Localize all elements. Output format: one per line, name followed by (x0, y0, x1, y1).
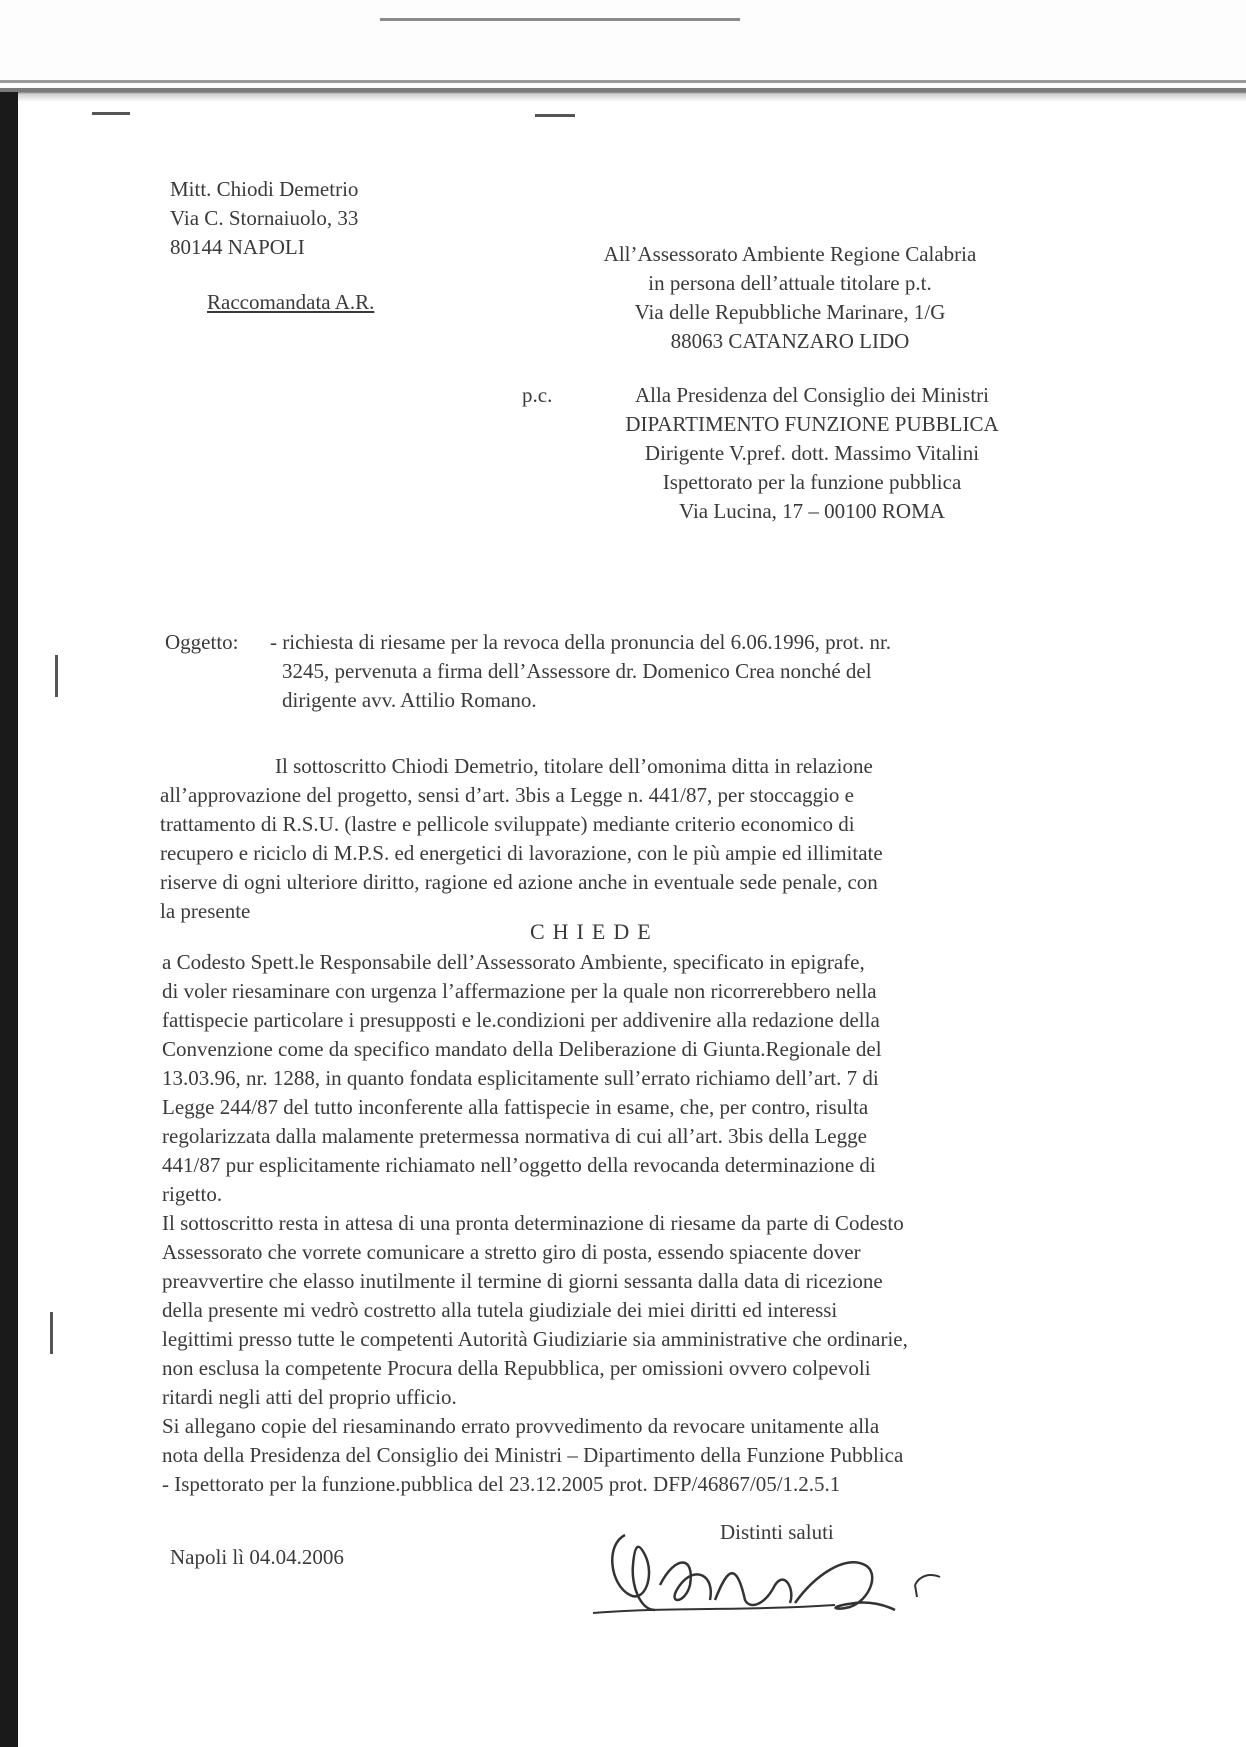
body-line: Legge 244/87 del tutto inconferente alla fattispecie in esame, che, per contro, risulta (162, 1095, 869, 1119)
body-line: non esclusa la competente Procura della Repubblica, per omissioni ovvero colpevoli (162, 1356, 871, 1380)
body-line: recupero e riciclo di M.P.S. ed energetici di lavorazione, con le più ampie ed illimitate (160, 841, 883, 865)
punch-mark (92, 112, 130, 115)
handwritten-signature-icon (585, 1515, 985, 1625)
sender-line: Via C. Stornaiuolo, 33 (170, 206, 359, 230)
cc-address (522, 381, 1052, 526)
place-date: Napoli lì 04.04.2006 (170, 1545, 344, 1569)
recipient-address (560, 240, 1020, 356)
recipient-line: 88063 CATANZARO LIDO (670, 329, 910, 353)
subject-block (165, 628, 1045, 715)
scan-artifact-line (0, 80, 1246, 83)
page-top-edge (0, 88, 1246, 102)
registered-mail-label: Raccomandata A.R. (207, 290, 375, 314)
cc-line: Via Lucina, 17 – 00100 ROMA (679, 499, 945, 523)
scan-background (0, 0, 1246, 92)
cc-line: Dirigente V.pref. dott. Massimo Vitalini (644, 441, 980, 465)
page-left-edge (0, 92, 18, 1747)
body-line: a Codesto Spett.le Responsabile dell’Assessorato Ambiente, specificato in epigrafe, (162, 950, 865, 974)
subject-line: 3245, pervenuta a firma dell’Assessore dr. Domenico Crea nonché del (282, 659, 872, 683)
body-line: Assessorato che vorrete comunicare a stretto giro di posta, essendo spiacente dover (162, 1240, 861, 1264)
body-line: all’approvazione del progetto, sensi d’art. 3bis a Legge n. 441/87, per stoccaggio e (160, 783, 854, 807)
recipient-line: in persona dell’attuale titolare p.t. (648, 271, 932, 295)
subject-label: Oggetto: (165, 630, 239, 654)
subject-line: - richiesta di riesame per la revoca della pronuncia del 6.06.1996, prot. nr. (270, 630, 892, 654)
closing-salutation: Distinti saluti (720, 1520, 834, 1544)
subject-line: dirigente avv. Attilio Romano. (282, 688, 537, 712)
cc-line: Ispettorato per la funzione pubblica (662, 470, 962, 494)
recipient-line: Via delle Repubbliche Marinare, 1/G (634, 300, 946, 324)
body-line: fattispecie particolare i presupposti e le.condizioni per addivenire alla redazione della (162, 1008, 880, 1032)
body-line: Convenzione come da specifico mandato della Deliberazione di Giunta.Regionale del (162, 1037, 882, 1061)
body-intro (160, 752, 1060, 926)
body-line: regolarizzata dalla malamente pretermessa normativa di cui all’art. 3bis della Legge (162, 1124, 867, 1148)
body-line: Il sottoscritto Chiodi Demetrio, titolare dell’omonima ditta in relazione (275, 754, 873, 778)
body-line: riserve di ogni ulteriore diritto, ragione ed azione anche in eventuale sede penale, con (160, 870, 878, 894)
cc-line: DIPARTIMENTO FUNZIONE PUBBLICA (625, 412, 999, 436)
cc-line: Alla Presidenza del Consiglio dei Ministri (634, 383, 990, 407)
body-line: ritardi negli atti del proprio ufficio. (162, 1385, 457, 1409)
body-line: Si allegano copie del riesaminando errato provvedimento da revocare unitamente alla (162, 1414, 880, 1438)
sender-address (170, 175, 358, 262)
punch-mark (535, 114, 575, 117)
body-line: trattamento di R.S.U. (lastre e pellicole sviluppate) mediante criterio economico di (160, 812, 855, 836)
body-line: Il sottoscritto resta in attesa di una pronta determinazione di riesame da parte di Codesto (162, 1211, 904, 1235)
chiede-heading: CHIEDE (530, 919, 659, 944)
body-line: nota della Presidenza del Consiglio dei Ministri – Dipartimento della Funzione Pubblica (162, 1443, 904, 1467)
body-line: rigetto. (162, 1182, 223, 1206)
body-line: preavvertire che elasso inutilmente il termine di giorni sessanta dalla data di ricezione (162, 1269, 883, 1293)
sender-line: 80144 NAPOLI (170, 235, 305, 259)
punch-mark (50, 1312, 53, 1354)
cc-prefix: p.c. (522, 383, 553, 407)
body-line: della presente mi vedrò costretto alla tutela giudiziale dei miei diritti ed interessi (162, 1298, 838, 1322)
body-line: - Ispettorato per la funzione.pubblica del 23.12.2005 prot. DFP/46867/05/1.2.5.1 (162, 1472, 841, 1496)
body-line: 441/87 pur esplicitamente richiamato nell’oggetto della revocanda determinazione di (162, 1153, 876, 1177)
body-line: legittimi presso tutte le competenti Autorità Giudiziarie sia amministrative che ordinarie, (162, 1327, 908, 1351)
sender-line: Mitt. Chiodi Demetrio (170, 177, 359, 201)
body-line: di voler riesaminare con urgenza l’affermazione per la quale non ricorrerebbero nella (162, 979, 877, 1003)
punch-mark (55, 655, 58, 697)
body-main (162, 948, 1062, 1499)
body-line: la presente (160, 899, 251, 923)
body-line: 13.03.96, nr. 1288, in quanto fondata esplicitamente sull’errato richiamo dell’art. 7 di (162, 1066, 879, 1090)
scan-artifact-line (380, 18, 740, 21)
recipient-line: All’Assessorato Ambiente Regione Calabria (603, 242, 977, 266)
